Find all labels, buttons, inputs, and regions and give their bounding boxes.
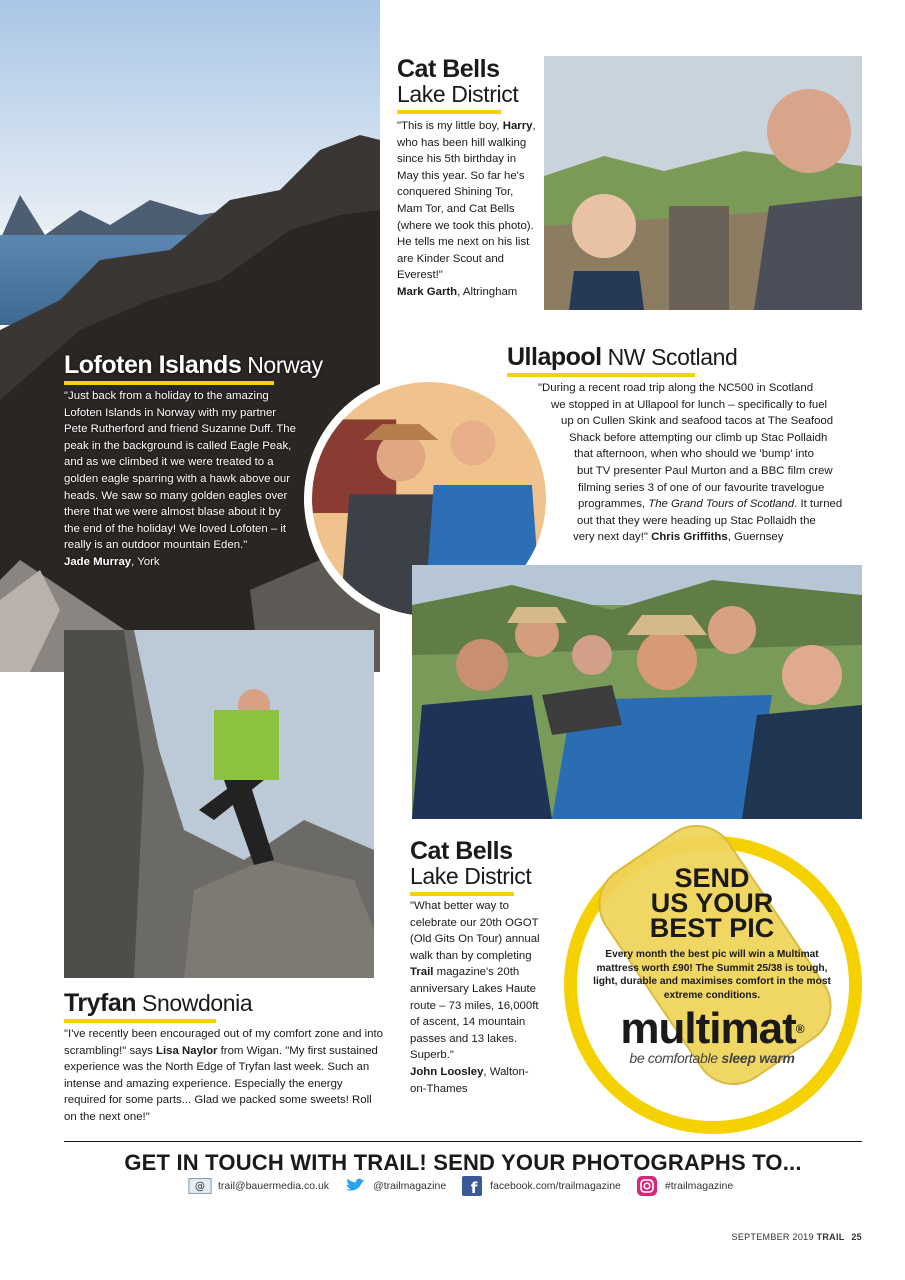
promo-headline <box>592 863 832 943</box>
instagram-link[interactable]: #trailmagazine <box>664 1180 734 1192</box>
ullapool-line-10-start: very next day!" <box>573 531 652 544</box>
lofoten-title-rest: Norway <box>241 352 323 378</box>
ullapool-line-10 <box>538 529 858 546</box>
contact-headline <box>64 1150 862 1176</box>
ullapool-title-underline <box>507 373 695 377</box>
lofoten-location: , York <box>131 555 160 568</box>
lofoten-story <box>64 388 296 571</box>
lofoten-title <box>64 352 323 385</box>
svg-text:f: f <box>470 1179 478 1196</box>
ullapool-line-7: filming series 3 of one of our favourite travelogue <box>578 481 825 494</box>
tryfan-story <box>64 1026 386 1126</box>
registered-mark: ® <box>795 1022 804 1037</box>
catbells2-title <box>410 838 531 896</box>
contact-row <box>188 1176 733 1196</box>
ullapool-line-2: we stopped in at Ullapool for lunch – specifically to fuel <box>551 398 828 411</box>
catbells1-text-1: "This is my little boy, <box>397 120 503 132</box>
catbells1-title-bold: Cat Bells <box>397 55 500 83</box>
catbells1-location: , Altringham <box>457 285 518 298</box>
ullapool-show-title: The Grand Tours of Scotland <box>648 498 795 511</box>
promo-line-3: BEST PIC <box>649 913 775 943</box>
ullapool-line-6: but TV presenter Paul Murton and a BBC film crew <box>577 464 833 477</box>
twitter-icon <box>343 1176 367 1196</box>
catbells2-text-1: "What better way to celebrate our 20th OGOT (Old Gits On Tour) annual walk than by completing <box>410 900 540 962</box>
multimat-wordmark: multimat <box>620 1004 796 1054</box>
twitter-link[interactable]: @trailmagazine <box>373 1180 447 1192</box>
ullapool-title-rest: NW Scotland <box>601 344 738 370</box>
catbells1-text-name: Harry <box>502 120 533 132</box>
tryfan-title-bold: Tryfan <box>64 989 137 1017</box>
catbells2-story <box>410 898 542 1097</box>
email-icon <box>188 1176 212 1196</box>
catbells2-photo <box>412 565 862 819</box>
tryfan-text-name: Lisa Naylor <box>156 1044 218 1057</box>
ullapool-line-3: up on Cullen Skink and seafood tacos at The Seafood <box>561 415 834 428</box>
promo-line-2: US YOUR <box>650 888 774 918</box>
catbells2-author: John Loosley <box>410 1065 484 1078</box>
ullapool-line-9: out that they were heading up Stac Pollaidh the <box>577 514 816 527</box>
ullapool-story <box>538 380 858 546</box>
lofoten-author: Jade Murray <box>64 555 132 568</box>
tryfan-text-2: from Wigan. "My first sustained experience was the North Edge of Tryfan last week. Such an intense and amazing experience. Especially the energy required for some parts... Glad we packed some sweets! Roll on the next one!" <box>64 1044 378 1123</box>
lofoten-photo <box>0 0 380 672</box>
ullapool-title-bold: Ullapool <box>507 343 602 371</box>
multimat-logo <box>592 1004 832 1054</box>
facebook-icon <box>460 1176 484 1196</box>
tryfan-photo <box>64 630 374 978</box>
ullapool-line-5: that afternoon, when who should we 'bump' into <box>574 448 814 461</box>
tryfan-title <box>64 990 252 1023</box>
svg-text:@: @ <box>194 1181 206 1193</box>
contact-divider <box>64 1141 862 1142</box>
catbells2-title-underline <box>410 892 514 896</box>
catbells1-title <box>397 56 518 114</box>
catbells2-title-rest: Lake District <box>410 863 532 890</box>
catbells1-text-2: , who has been hill walking since his 5th birthday in May this year. So far he's conquered Shining Tor, Mam Tor, and Cat Bells (where we took this photo). He tells me next on his list are Kinder Scout and Everest!" <box>397 120 536 282</box>
folio-mag: TRAIL <box>816 1232 845 1242</box>
ullapool-title <box>507 344 737 377</box>
tryfan-text-1: "I've recently been encouraged out of my comfort zone and into scrambling!" says <box>64 1028 384 1057</box>
catbells1-story <box>397 118 539 301</box>
catbells1-title-rest: Lake District <box>397 81 519 108</box>
catbells1-photo <box>544 56 862 310</box>
lofoten-title-bold: Lofoten Islands <box>64 351 242 379</box>
contact-headline-1: GET IN TOUCH WITH <box>124 1150 354 1175</box>
lofoten-title-underline <box>64 381 274 385</box>
promo-line-1: SEND <box>674 863 750 893</box>
lofoten-text: "Just back from a holiday to the amazing Lofoten Islands in Norway with my partner Pete Rutherford and friend Suzanne Duff. The peak in the background is called Eagle Peak, and as we climbed it we were treated to a golden eagle sparring with a hawk above our heads. We saw so many golden eagles over there that we were almost blase about it by the end of the holiday! We loved Lofoten – it really is an outdoor mountain Eden." <box>64 390 296 552</box>
tagline-part-2: sleep warm <box>721 1050 795 1067</box>
catbells1-title-underline <box>397 110 501 114</box>
contact-headline-2: ! SEND YOUR PHOTOGRAPHS TO... <box>419 1150 802 1175</box>
catbells2-location: , Walton-on-Thames <box>410 1065 529 1095</box>
catbells2-text-2: magazine's 20th anniversary Lakes Haute route – 73 miles, 16,000ft of ascent, 14 mountain passes and 13 lakes. Superb." <box>410 966 539 1062</box>
folio <box>660 1232 862 1242</box>
folio-page: 25 <box>851 1232 862 1242</box>
promo-body: Every month the best pic will win a Multimat mattress worth £90! The Summit 25/38 is tough, light, durable and maximises comfort in the most extreme conditions. <box>593 949 831 1001</box>
ullapool-after-italic: . It turned <box>794 498 843 511</box>
email-link[interactable]: trail@bauermedia.co.uk <box>218 1180 330 1192</box>
ullapool-line-4: Shack before attempting our climb up Stac Pollaidh <box>569 431 828 444</box>
facebook-link[interactable]: facebook.com/trailmagazine <box>490 1180 621 1192</box>
catbells1-author: Mark Garth <box>397 285 458 298</box>
tagline-part-1: be comfortable <box>629 1050 722 1067</box>
catbells2-title-bold: Cat Bells <box>410 837 513 865</box>
folio-issue: SEPTEMBER 2019 <box>731 1232 817 1242</box>
ullapool-line-8 <box>538 496 858 513</box>
instagram-icon <box>635 1176 659 1196</box>
catbells2-text-brand: Trail <box>410 966 434 979</box>
tryfan-title-underline <box>64 1019 216 1023</box>
promo-content <box>592 863 832 1067</box>
ullapool-location: , Guernsey <box>727 531 784 544</box>
tryfan-title-rest: Snowdonia <box>136 990 253 1016</box>
contact-headline-brand: TRAIL <box>353 1150 420 1175</box>
ullapool-line-1: "During a recent road trip along the NC500 in Scotland <box>538 382 814 394</box>
ullapool-line-8-start: programmes, <box>578 498 649 511</box>
ullapool-author: Chris Griffiths <box>651 531 728 544</box>
